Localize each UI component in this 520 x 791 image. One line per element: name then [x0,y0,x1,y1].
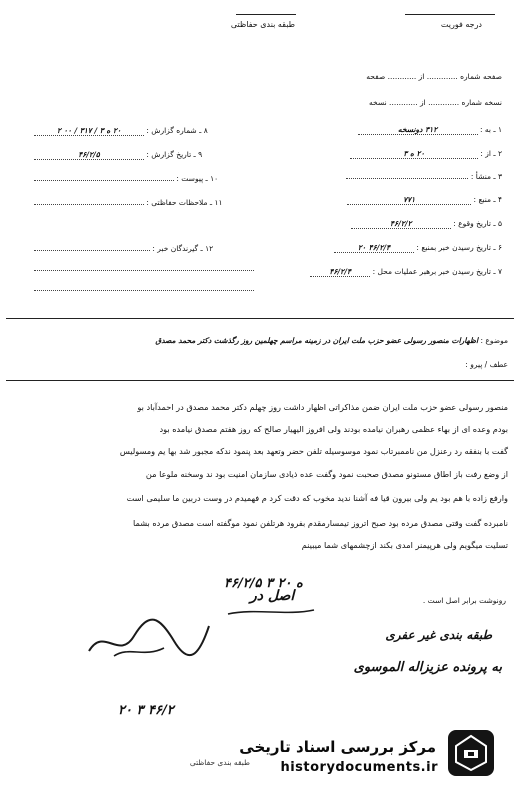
field-source: ۴ ـ منبع : ۷۷۱ [347,195,502,205]
handwritten-signature-scribble [84,606,214,666]
handwritten-ref-number: ۴۶/۲/۵ ۳ ه ۲۰ [224,576,303,591]
handwritten-note-date: ۲۰ ۳ ۴۶/۲ [118,703,174,718]
body-line: تسلیت میگویم ولی هرپیمنر امدی بکند ازچشمهای شما میبینم [301,540,508,550]
recipients-blank-line-1 [34,270,254,271]
field-from: ۲ ـ از : ۲۰ ه ۳ [350,149,502,159]
field-to: ۱ ـ به : ۳۱۲ دونسخه [358,125,502,135]
field-recipients: ۱۲ ـ گیرندگان خبر : [34,244,213,253]
watermark-org-name: مرکز بررسی اسناد تاریخی [239,738,436,756]
field-report-date: ۹ ـ تاریخ گزارش : ۴۶/۲/۵ [34,150,202,160]
page-number-line: صفحه شماره ............. از ............ صفحه [366,72,502,81]
priority-label: درجه فوریت [440,20,482,29]
field-occurrence-date: ۵ ـ تاریخ وقوع : ۴۶/۲/۲ [351,219,502,229]
field-received-leader-date: ۷ ـ تاریخ رسیدن خبر برهبر عملیات محل : ۴۶/۲/۴ [310,267,502,277]
body-line: بودم وعده ای از بهاء عظمی رهبران نیامده بودند ولی افروز الیهیار صالح که روز هفتم مصدق نیامده بود [159,424,508,434]
watermark-url[interactable]: historydocuments.ir [280,760,438,775]
body-line: از وضع رفت باز اطاق مستونو مصدق صحبت نمود وگفت عده ذیادی سازمان امنیت بود ند وسخنه ملوعا من [145,469,508,479]
handwritten-underline [226,606,316,618]
body-line: وارفع زاده با هم بود یم ولی بیرون قیا فه آشنا ندید مخوب که دقت کرد م فهمیدم در وست دربین ما سلیمی است [126,493,508,503]
handwritten-original-note: اصل در [250,588,295,604]
field-security-notes: ۱۱ ـ ملاحظات حفاظتی : [34,198,223,207]
body-line: گفت با بنفقه رد رعنزل من ناممبرتاب نمود موسوسیله تلفن حضر وتعهد بعد پنمود ندکه مجبور شد بها یم ومسولیس [119,446,508,456]
handwritten-signature-line: طبقه بندی غیر عفری [385,628,492,642]
watermark-logo-icon [448,730,494,776]
field-attachment: ۱۰ ـ پیوست : [34,174,218,183]
handwritten-note-file: به پرونده عزیزاله الموسوی [353,660,502,675]
header-divider-center [236,14,296,15]
watermark-subtext: طبقه بندی حفاظتی [189,758,250,767]
field-report-number: ۸ ـ شماره گزارش : ۲۰ ه ۳ / ۳۱۷ / ۰۰ ۲ [34,126,208,136]
true-copy-note: رونوشت برابر اصل است . [422,596,506,605]
field-received-source-date: ۶ ـ تاریخ رسیدن خبر بمنبع : ۴۶/۲/۴ ۲۰ [334,243,502,253]
classification-label: طبقه بندی حفاظتی [230,20,295,29]
header-divider-right [405,14,495,15]
recipients-blank-line-2 [34,290,254,291]
body-line: نامبرده گفت وقتی مصدق مرده بود صبح اتروز تیمسارمقدم بفرود هرتلفن نمود موگفته است مصدق مرده بشما [132,518,508,528]
section-divider-bottom [6,380,514,381]
subject-line: موضوع : اظهارات منصور رسولی عضو حزب ملت ایران در زمینه مراسم چهلمین روز رگذشت دکتر محمد مصدق [155,336,508,345]
reference-label: عطف / پیرو : [465,360,508,369]
field-origin: ۳ ـ منشأ : [346,172,502,181]
body-line: منصور رسولی عضو حزب ملت ایران ضمن مذاکراتی اظهار داشت روز چهلم دکتر محمد مصدق در احمدآباد بو [137,402,508,412]
section-divider-top [6,318,514,319]
copy-number-line: نسخه شماره ............. از ............ نسخه [369,98,502,107]
